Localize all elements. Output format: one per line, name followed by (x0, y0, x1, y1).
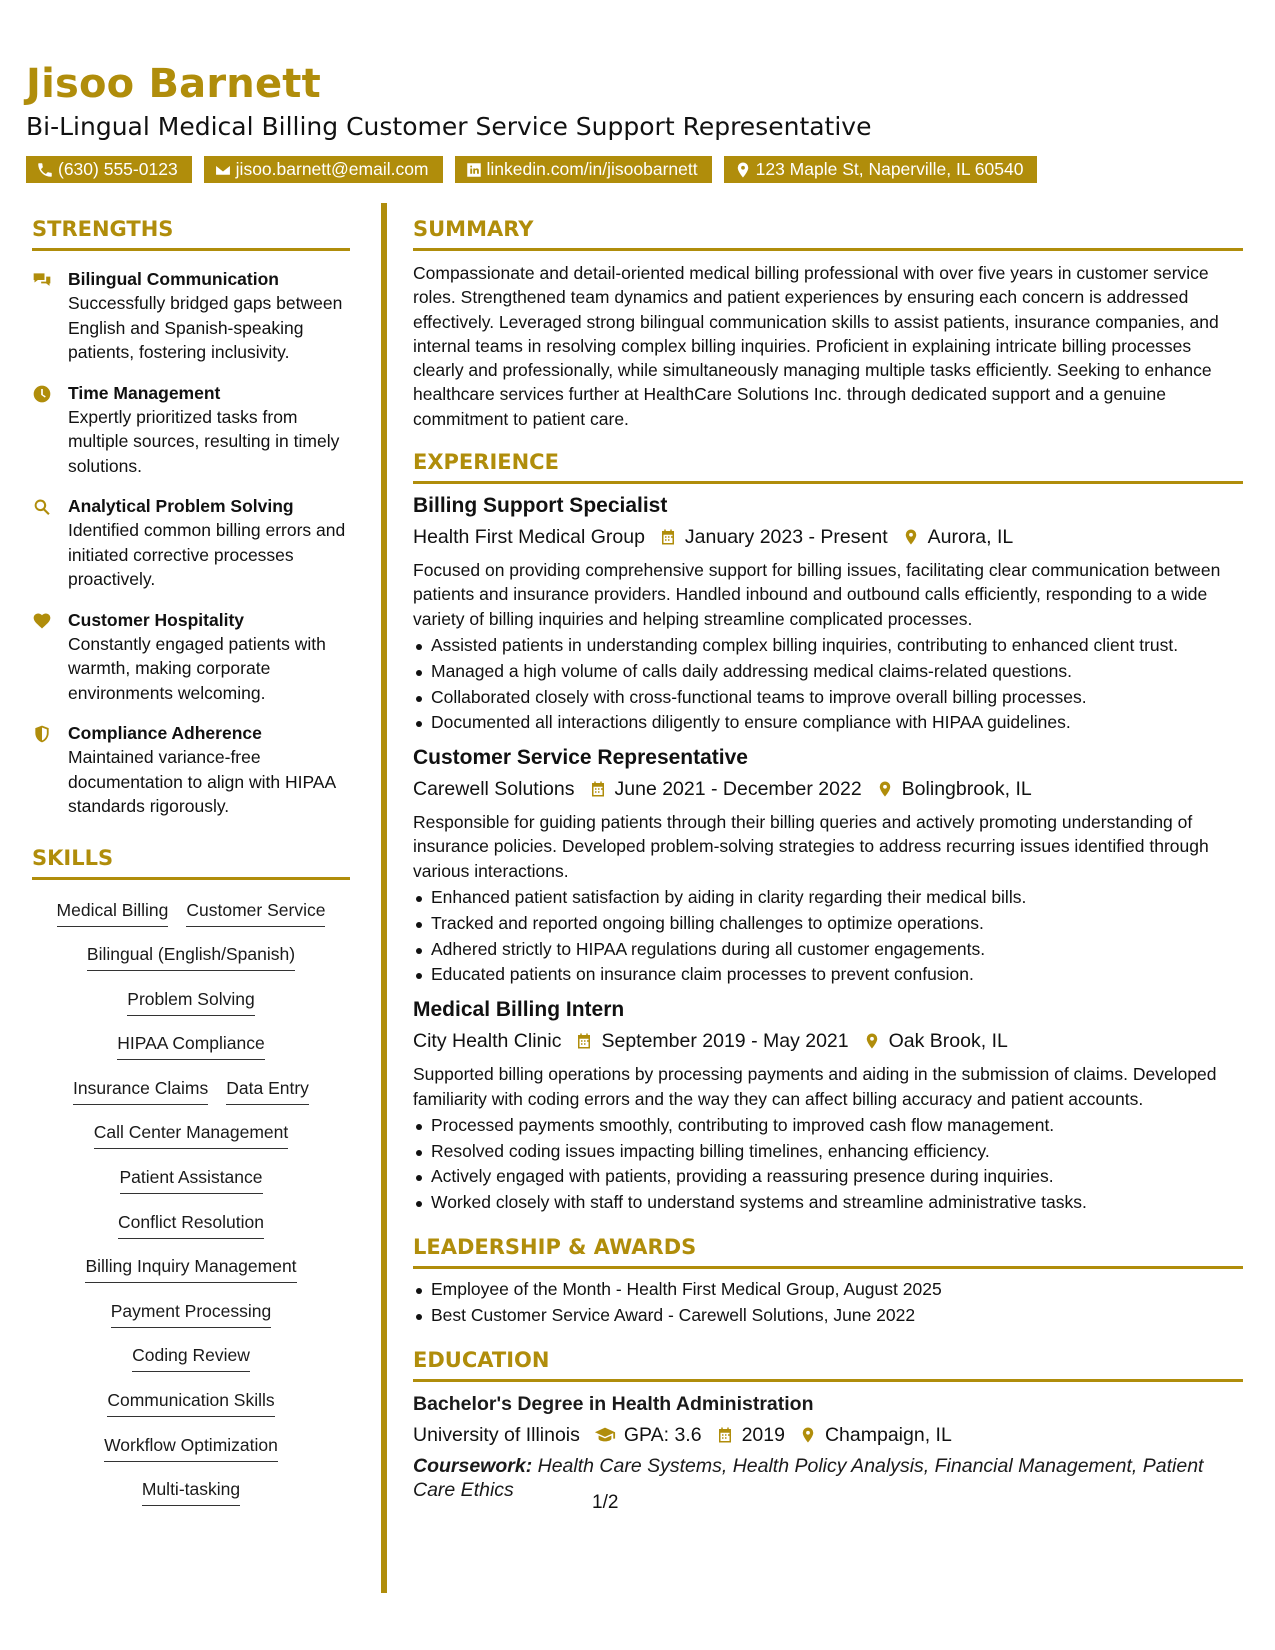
skill-tag: Insurance Claims (73, 1076, 208, 1105)
awards-list (413, 1277, 1243, 1329)
job-location: Oak Brook, IL (888, 1030, 1008, 1053)
job-bullets (413, 1113, 1243, 1216)
skill-row (32, 890, 350, 935)
skill-tag: HIPAA Compliance (117, 1031, 265, 1060)
skill-row (32, 934, 350, 979)
job-bullets (413, 885, 1243, 988)
job-company: Carewell Solutions (413, 778, 575, 801)
calendar-icon (589, 780, 607, 798)
phone-chip[interactable] (26, 156, 192, 183)
job-location: Bolingbrook, IL (901, 778, 1032, 801)
skill-row (32, 1335, 350, 1380)
email-chip[interactable] (204, 156, 443, 183)
job-entry (413, 492, 1243, 736)
experience-title: EXPERIENCE (413, 447, 1243, 484)
job-company: Health First Medical Group (413, 526, 645, 549)
job-bullet: Assisted patients in understanding complex billing inquiries, contributing to enhanced client trust. (413, 633, 1243, 659)
comments-icon (32, 270, 52, 290)
skill-tag: Bilingual (English/Spanish) (87, 942, 295, 971)
awards-title: LEADERSHIP & AWARDS (413, 1232, 1243, 1269)
education-meta (413, 1420, 1243, 1450)
phone-text: (630) 555-0123 (58, 159, 178, 179)
skill-tag: Billing Inquiry Management (85, 1254, 296, 1283)
award-item: Best Customer Service Award - Carewell Solutions, June 2022 (413, 1303, 1243, 1329)
skill-row (32, 1469, 350, 1514)
calendar-icon (716, 1426, 734, 1444)
linkedin-icon (465, 161, 483, 179)
contact-bar (26, 156, 1246, 183)
skill-tag: Data Entry (226, 1076, 309, 1105)
skill-row (32, 1425, 350, 1470)
phone-icon (36, 161, 54, 179)
job-bullet: Enhanced patient satisfaction by aiding in clarity regarding their medical bills. (413, 885, 1243, 911)
strength-desc: Identified common billing errors and initiated corrective processes proactively. (68, 520, 346, 589)
coursework-list: Health Care Systems, Health Policy Analysis, Financial Management, Patient Care Ethics (413, 1454, 1204, 1501)
summary-title: SUMMARY (413, 214, 1243, 251)
map-pin-icon (734, 161, 752, 179)
job-bullet: Managed a high volume of calls daily addressing medical claims-related questions. (413, 659, 1243, 685)
job-entry (413, 996, 1243, 1216)
skill-tag: Medical Billing (57, 898, 169, 927)
job-dates: January 2023 - Present (684, 526, 888, 549)
coursework (413, 1454, 1243, 1502)
right-column (413, 214, 1243, 1502)
strength-title: Customer Hospitality (68, 609, 244, 630)
address-text: 123 Maple St, Naperville, IL 60540 (755, 159, 1024, 179)
search-icon (32, 497, 52, 517)
skill-tag: Problem Solving (127, 987, 254, 1016)
page-number: 1/2 (592, 1492, 619, 1513)
strength-desc: Expertly prioritized tasks from multiple sources, resulting in timely solutions. (68, 406, 340, 476)
map-pin-icon (863, 1032, 881, 1050)
strength-item (32, 494, 350, 592)
skills-title: SKILLS (32, 843, 350, 880)
strength-title: Bilingual Communication (68, 269, 279, 289)
job-bullet: Tracked and reported ongoing billing challenges to optimize operations. (413, 911, 1243, 937)
map-pin-icon (902, 528, 920, 546)
candidate-role: Bi-Lingual Medical Billing Customer Service Support Representative (26, 112, 872, 141)
job-description: Focused on providing comprehensive support for billing issues, facilitating clear communication between patients and insurance providers. Handled inbound and outbound calls efficiently, responding to a wide variety of billing inquiries and helping streamline complicated processes. (413, 560, 1221, 629)
gpa-text: GPA: 3.6 (623, 1423, 702, 1446)
strength-title: Analytical Problem Solving (68, 496, 294, 516)
job-bullet: Actively engaged with patients, providing a reassuring presence during inquiries. (413, 1164, 1243, 1190)
job-company: City Health Clinic (413, 1030, 562, 1053)
skill-row (32, 1291, 350, 1336)
strengths-title: STRENGTHS (32, 214, 350, 251)
strength-item (32, 267, 350, 365)
strength-item (32, 721, 350, 819)
coursework-label: Coursework: (413, 1454, 533, 1477)
job-entry (413, 744, 1243, 988)
education-title: EDUCATION (413, 1345, 1243, 1382)
linkedin-chip[interactable] (455, 156, 712, 183)
column-divider (381, 203, 387, 1593)
strength-item (32, 608, 350, 706)
address-chip (724, 156, 1038, 183)
job-dates: September 2019 - May 2021 (601, 1030, 849, 1053)
job-dates: June 2021 - December 2022 (614, 778, 862, 801)
clock-icon (32, 384, 52, 404)
shield-icon (32, 724, 52, 744)
summary-text: Compassionate and detail-oriented medical billing professional with over five years in customer service roles. Strengthened team dynamics and patient experiences by ensuring each concern is addressed effectively. Leveraged strong bilingual communication skills to assist patients, insurance companies, and internal teams in resolving complex billing inquiries. Proficient in explaining intricate billing processes clearly and professionally, while simultaneously managing multiple tasks efficiently. Seeking to enhance healthcare services further at HealthCare Solutions Inc. through dedicated support and a genuine commitment to patient care. (413, 263, 1219, 429)
skill-row (32, 1112, 350, 1157)
skill-row (32, 1202, 350, 1247)
graduation-year: 2019 (741, 1423, 785, 1446)
skill-row (32, 1380, 350, 1425)
skill-tag: Conflict Resolution (118, 1210, 264, 1239)
map-pin-icon (799, 1426, 817, 1444)
skill-row (32, 1023, 350, 1068)
degree-title: Bachelor's Degree in Health Administration (413, 1392, 814, 1415)
skill-row (32, 979, 350, 1024)
linkedin-text: linkedin.com/in/jisoobarnett (486, 159, 698, 179)
job-bullet: Educated patients on insurance claim processes to prevent confusion. (413, 962, 1243, 988)
skill-tag: Coding Review (132, 1343, 250, 1372)
job-bullet: Worked closely with staff to understand systems and streamline administrative tasks. (413, 1190, 1243, 1216)
job-bullet: Adhered strictly to HIPAA regulations during all customer engagements. (413, 937, 1243, 963)
skill-tag: Workflow Optimization (104, 1433, 278, 1462)
job-description: Responsible for guiding patients through their billing queries and actively promoting understanding of insurance policies. Developed problem-solving strategies to address recurring issues identified through various interactions. (413, 812, 1209, 881)
job-bullet: Processed payments smoothly, contributing to improved cash flow management. (413, 1113, 1243, 1139)
job-bullet: Documented all interactions diligently to ensure compliance with HIPAA guidelines. (413, 710, 1243, 736)
school-name: University of Illinois (413, 1423, 580, 1446)
graduation-cap-icon (594, 1424, 616, 1446)
skill-row (32, 1157, 350, 1202)
education-location: Champaign, IL (824, 1423, 952, 1446)
skill-tag: Customer Service (186, 898, 325, 927)
strength-title: Compliance Adherence (68, 723, 262, 743)
job-bullet: Collaborated closely with cross-functional teams to improve overall billing processes. (413, 685, 1243, 711)
skill-row (32, 1246, 350, 1291)
calendar-icon (575, 1032, 593, 1050)
strength-desc: Maintained variance-free documentation to align with HIPAA standards rigorously. (68, 747, 336, 816)
calendar-icon (659, 528, 677, 546)
job-title: Customer Service Representative (413, 746, 748, 770)
skill-tag: Call Center Management (94, 1120, 289, 1149)
envelope-icon (214, 161, 232, 179)
job-title: Billing Support Specialist (413, 494, 668, 518)
candidate-name: Jisoo Barnett (26, 61, 321, 107)
heart-icon (32, 611, 52, 631)
skill-tag: Multi-tasking (142, 1477, 240, 1506)
job-bullet: Resolved coding issues impacting billing timelines, enhancing efficiency. (413, 1139, 1243, 1165)
job-description: Supported billing operations by processing payments and aiding in the submission of claims. Developed familiarity with coding errors and the way they can affect billing accuracy and patient accounts. (413, 1064, 1217, 1109)
strength-desc: Successfully bridged gaps between English and Spanish-speaking patients, fostering inclusivity. (68, 293, 343, 362)
job-location: Aurora, IL (927, 526, 1014, 549)
skills-list (32, 890, 350, 1514)
map-pin-icon (876, 780, 894, 798)
email-text: jisoo.barnett@email.com (235, 159, 429, 179)
strength-title: Time Management (68, 382, 221, 403)
job-meta (413, 1026, 1243, 1056)
resume-header (26, 60, 1246, 183)
award-item: Employee of the Month - Health First Medical Group, August 2025 (413, 1277, 1243, 1303)
skill-tag: Payment Processing (111, 1299, 272, 1328)
skill-tag: Patient Assistance (120, 1165, 263, 1194)
skill-row (32, 1068, 350, 1113)
skill-tag: Communication Skills (107, 1388, 274, 1417)
job-meta (413, 774, 1243, 804)
job-title: Medical Billing Intern (413, 998, 625, 1022)
left-column (32, 214, 350, 1514)
job-bullets (413, 633, 1243, 736)
job-meta (413, 522, 1243, 552)
strength-item (32, 381, 350, 479)
strength-desc: Constantly engaged patients with warmth, making corporate environments welcoming. (68, 633, 326, 703)
experience-list (413, 492, 1243, 1216)
